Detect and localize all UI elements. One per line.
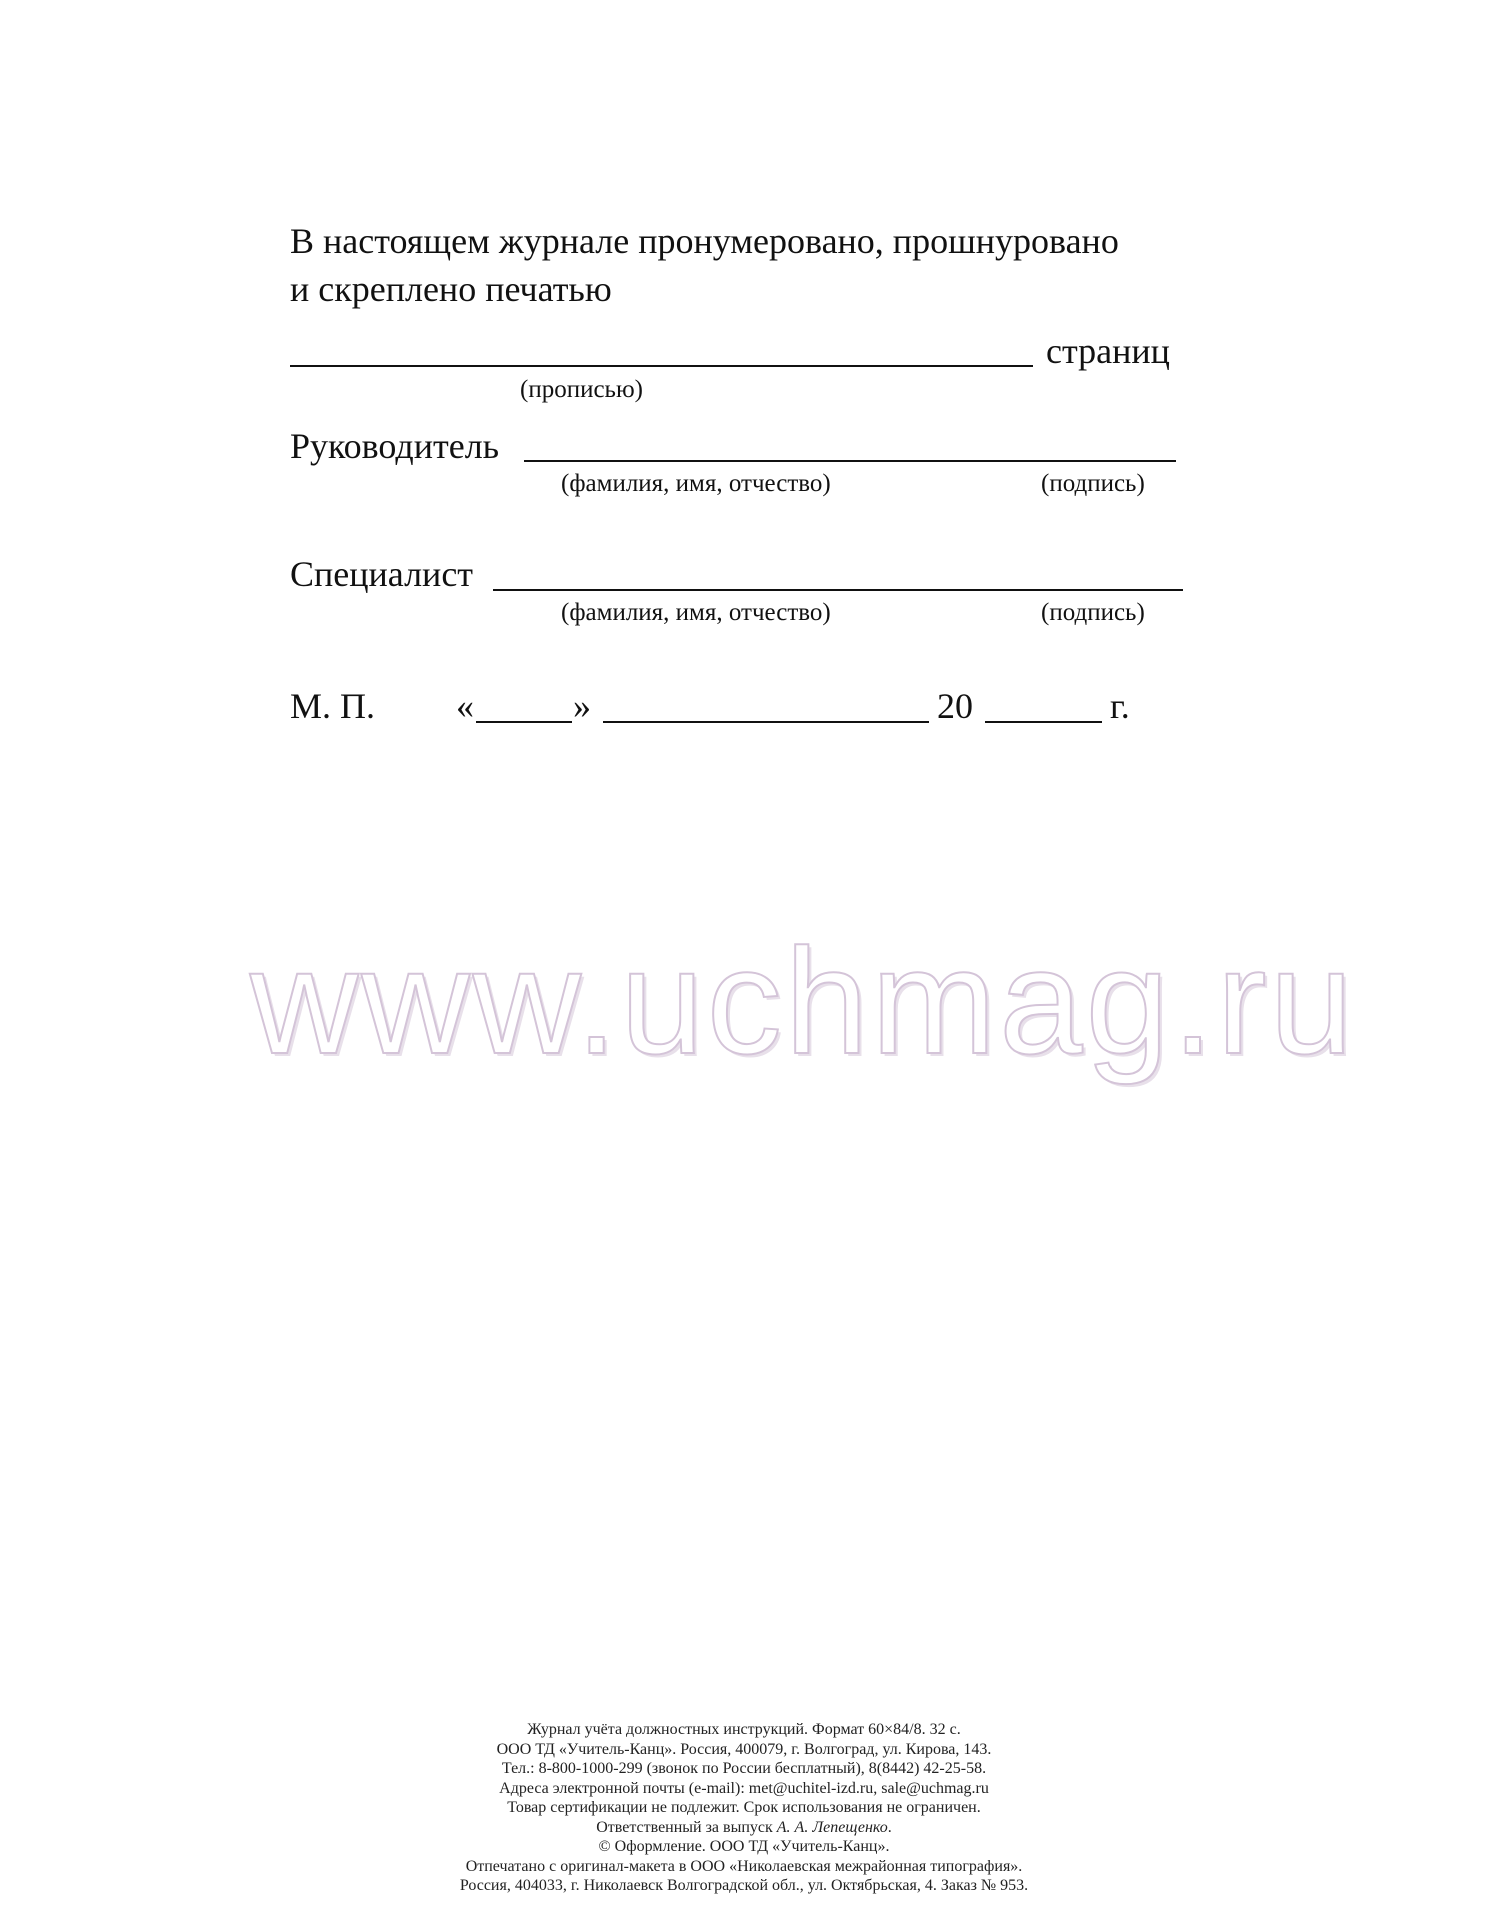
year-field[interactable] — [985, 721, 1102, 723]
head-sign-hint: (подпись) — [1041, 470, 1145, 497]
head-label: Руководитель — [290, 426, 500, 466]
publisher-imprint — [0, 1720, 1488, 1896]
pages-word: страниц — [1046, 331, 1170, 371]
seal-label: М. П. — [290, 686, 376, 726]
specialist-signature-field[interactable] — [493, 589, 1183, 591]
imprint-responsible-prefix: Ответственный за выпуск — [596, 1818, 777, 1836]
head-fio-hint: (фамилия, имя, отчество) — [561, 470, 831, 497]
specialist-sign-hint: (подпись) — [1041, 599, 1145, 626]
imprint-responsible-suffix: . — [887, 1818, 892, 1836]
imprint-line-9: Россия, 404033, г. Николаевск Волгоградской обл., ул. Октябрьская, 4. Заказ № 953. — [459, 1877, 1029, 1894]
specialist-label: Специалист — [290, 554, 474, 594]
intro-line-1: В настоящем журнале пронумеровано, прошнуровано — [290, 221, 1119, 261]
imprint-line-4: Адреса электронной почты (e-mail): met@uchitel-izd.ru, sale@uchmag.ru — [499, 1779, 989, 1797]
imprint-responsible-name: А. А. Лепещенко — [776, 1818, 888, 1836]
head-signature-field[interactable] — [524, 460, 1176, 462]
day-field[interactable] — [476, 721, 572, 723]
imprint-line-7: © Оформление. ООО ТД «Учитель-Канц». — [598, 1838, 890, 1855]
quote-open: « — [456, 686, 474, 726]
pages-count-field[interactable] — [290, 365, 1033, 367]
specialist-fio-hint: (фамилия, имя, отчество) — [561, 599, 831, 626]
imprint-line-2: ООО ТД «Учитель-Канц». Россия, 400079, г. Волгоград, ул. Кирова, 143. — [496, 1740, 992, 1758]
intro-line-2: и скреплено печатью — [290, 269, 612, 309]
imprint-line-1: Журнал учёта должностных инструкций. Формат 60×84/8. 32 с. — [527, 1721, 961, 1738]
pages-hint: (прописью) — [520, 376, 643, 403]
watermark-logo: www.uchmag.ru — [250, 917, 1357, 1085]
quote-close: » — [573, 686, 591, 726]
year-suffix: г. — [1110, 686, 1130, 726]
imprint-line-8: Отпечатано с оригинал-макета в ООО «Николаевская межрайонная типография». — [465, 1857, 1023, 1875]
year-century: 20 — [937, 686, 973, 726]
month-field[interactable] — [603, 721, 929, 723]
imprint-line-3: Тел.: 8-800-1000-299 (звонок по России бесплатный), 8(8442) 42-25-58. — [501, 1760, 987, 1777]
imprint-line-5: Товар сертификации не подлежит. Срок использования не ограничен. — [507, 1799, 981, 1816]
imprint-line-6 — [0, 1818, 1488, 1838]
